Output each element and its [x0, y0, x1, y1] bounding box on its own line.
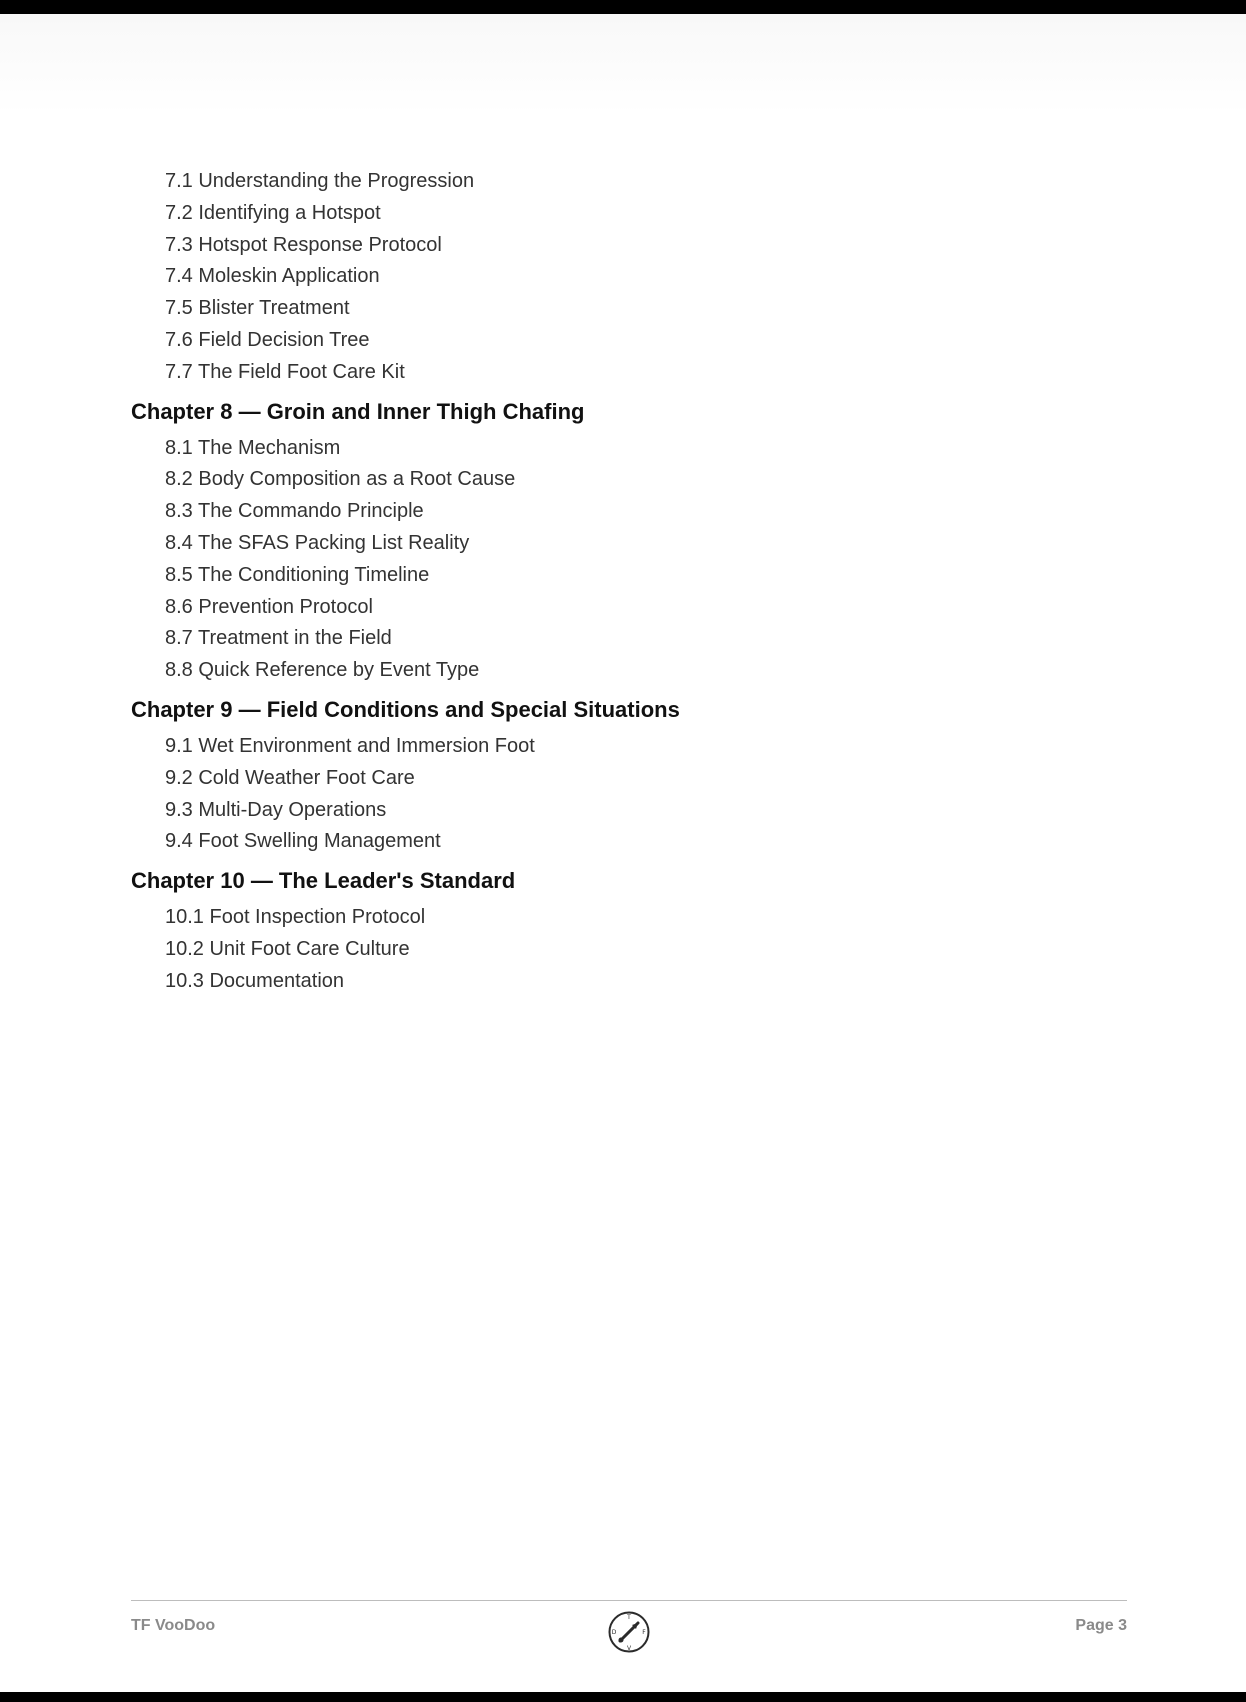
footer-page-number: Page 3 [1075, 1617, 1127, 1634]
toc-group-chapter-8 [131, 395, 1131, 687]
toc-section-7-1[interactable]: 7.1 Understanding the Progression [165, 170, 475, 192]
table-of-contents [131, 166, 1131, 998]
svg-text:V: V [626, 1645, 632, 1652]
toc-section-7-6[interactable]: 7.6 Field Decision Tree [165, 328, 370, 351]
top-shade [0, 14, 1246, 114]
toc-section-8-7[interactable]: 8.7 Treatment in the Field [165, 627, 392, 650]
toc-section-10-3[interactable]: 10.3 Documentation [165, 969, 345, 992]
toc-section-8-5[interactable]: 8.5 The Conditioning Timeline [165, 563, 430, 586]
toc-section-9-2[interactable]: 9.2 Cold Weather Foot Care [165, 766, 415, 789]
svg-text:T: T [627, 1614, 631, 1621]
toc-section-8-2[interactable]: 8.2 Body Composition as a Root Cause [165, 468, 516, 491]
toc-section-8-6[interactable]: 8.6 Prevention Protocol [165, 595, 373, 618]
toc-section-10-2[interactable]: 10.2 Unit Foot Care Culture [165, 937, 410, 960]
toc-section-8-1[interactable]: 8.1 The Mechanism [165, 436, 341, 459]
toc-section-7-7[interactable]: 7.7 The Field Foot Care Kit [165, 360, 405, 383]
toc-group-chapter-10 [131, 864, 1131, 997]
top-black-bar [0, 0, 1246, 14]
toc-section-8-8[interactable]: 8.8 Quick Reference by Event Type [165, 659, 480, 682]
bottom-black-bar [0, 1692, 1246, 1702]
svg-text:F: F [642, 1629, 646, 1636]
footer-org-name: TF VooDoo [131, 1617, 216, 1634]
toc-section-9-1[interactable]: 9.1 Wet Environment and Immersion Foot [165, 734, 535, 757]
toc-chapter-10-heading[interactable]: Chapter 10 — The Leader's Standard [131, 868, 516, 894]
toc-section-7-5[interactable]: 7.5 Blister Treatment [165, 297, 350, 320]
toc-section-10-1[interactable]: 10.1 Foot Inspection Protocol [165, 906, 426, 929]
toc-chapter-8-heading[interactable]: Chapter 8 — Groin and Inner Thigh Chafing [131, 398, 585, 424]
footer-divider [131, 1600, 1127, 1601]
compass-seal-icon [607, 1610, 651, 1654]
toc-section-9-3[interactable]: 9.3 Multi-Day Operations [165, 798, 387, 821]
toc-section-7-4[interactable]: 7.4 Moleskin Application [165, 265, 380, 288]
toc-section-7-2[interactable]: 7.2 Identifying a Hotspot [165, 201, 381, 224]
toc-section-7-3[interactable]: 7.3 Hotspot Response Protocol [165, 233, 442, 256]
svg-text:D: D [611, 1629, 617, 1636]
toc-section-8-4[interactable]: 8.4 The SFAS Packing List Reality [165, 531, 470, 554]
toc-group-chapter-9 [131, 693, 1131, 858]
toc-chapter-9-heading[interactable]: Chapter 9 — Field Conditions and Special Situations [131, 696, 680, 722]
toc-group-chapter-7-continued [131, 166, 1131, 389]
toc-section-8-3[interactable]: 8.3 The Commando Principle [165, 500, 424, 523]
toc-section-9-4[interactable]: 9.4 Foot Swelling Management [165, 830, 441, 853]
